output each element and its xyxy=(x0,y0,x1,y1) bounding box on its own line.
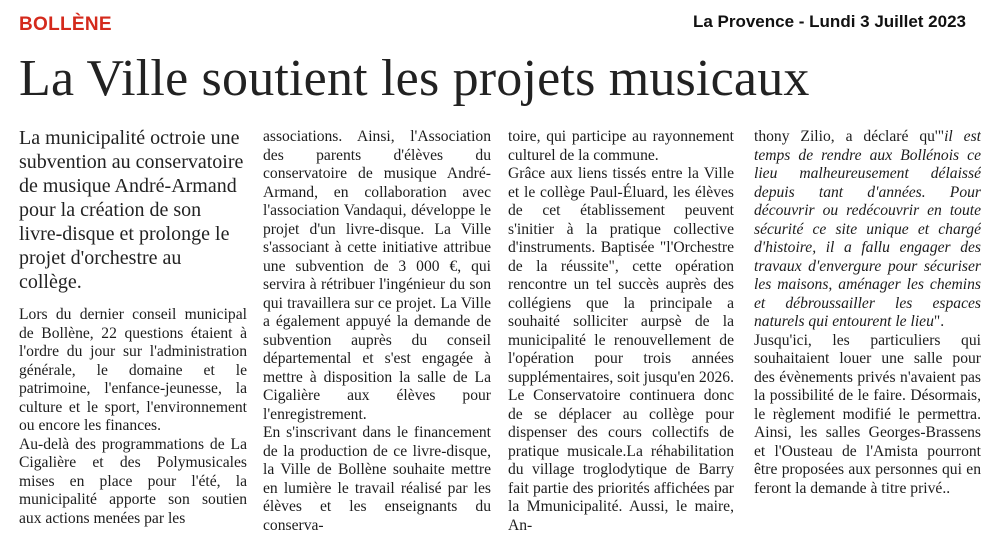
section-kicker: BOLLÈNE xyxy=(19,14,112,35)
article-headline: La Ville soutient les projets musicaux xyxy=(19,50,810,107)
paragraph: Au-delà des programmations de La Cigalière et des Polymusicales mises en place pour l'été, la municipalité apporte son soutien aux actions menées par les xyxy=(19,435,247,527)
paragraph-with-quote xyxy=(754,128,981,332)
paragraph: En s'inscrivant dans le financement de la production de ce livre-disque, la Ville de Bollène souhaite mettre en lumière le travail réalisé par les élèves et les enseignants du conserva- xyxy=(263,424,491,534)
quote-end: ". xyxy=(933,313,945,330)
paragraph: Jusqu'ici, les particuliers qui souhaitaient louer une salle pour des évènements privés n'avaient pas la possibilité de le faire. Désormais, le règlement modifié le permettra. Ainsi, les salles Georges-Brassens et l'Ousteau de l'Amista pourront être proposées aux personnes qui en feront la demande à titre privé.. xyxy=(754,331,981,497)
paragraph: Grâce aux liens tissés entre la Ville et le collège Paul-Éluard, les élèves de cet établissement peuvent s'initier à la pratique collective d'instruments. Baptisée "l'Orchestre de la réussite", cette opération rencontre un tel succès auprès des collégiens que la principale a souhaité solliciter aurpsè de la municipalité le renouvellement de l'opération pour trois années supplémentaires, soit jusqu'en 2026. Le Conservatoire continuera donc de se déplacer au collège pour dispenser des cours collectifs de pratique musicale.La réhabilitation du village troglodytique de Barry fait partie des priorités affichées par la Mmunicipalité. Aussi, le maire, An- xyxy=(508,165,734,534)
mayor-quote: il est temps de rendre aux Bollénois ce lieu malheureusement délaissé depuis tant d'années. Pour découvrir ou redécouvrir en toute sécurité ce site unique et chargé d'histoire, il a fallu engager des travaux d'envergure pour sécuriser les maisons, aménager les chemins et débroussailler les espaces naturels qui entourent le lieu xyxy=(754,128,981,330)
column-2 xyxy=(263,122,491,547)
paragraph: toire, qui participe au rayonnement culturel de la commune. xyxy=(508,128,734,164)
paragraph: Lors du dernier conseil municipal de Bollène, 22 questions étaient à l'ordre du jour sur l'administration générale, le domaine et le patrimoine, l'enfance-jeunesse, la culture et le sport, l'environnement ou encore les finances. xyxy=(19,306,247,434)
column-1 xyxy=(19,122,247,547)
paragraph: associations. Ainsi, l'Association des parents d'élèves du conservatoire de musique André-Armand, en collaboration avec l'association Vandaqui, développe le projet d'un livre-disque. La Ville s'associant à cette initiative attribue une subvention de 3 000 €, qui servira à rétribuer l'ingénieur du son qui travaillera sur ce projet. La Ville a également appuyé la demande de subvention auprès du conseil départemental et s'est engagée à mettre à disposition la salle de La Cigalière aux élèves pour l'enregistrement. xyxy=(263,128,491,423)
quote-intro: thony Zilio, a déclaré qu'" xyxy=(754,128,945,145)
publication-source: La Provence - Lundi 3 Juillet 2023 xyxy=(692,12,966,31)
article-lead: La municipalité octroie une subvention au conservatoire de musique André-Armand pour la création de son livre-disque et prolonge le projet d'orchestre au collège. xyxy=(19,127,244,293)
column-4 xyxy=(754,122,981,547)
column-3 xyxy=(508,122,734,547)
